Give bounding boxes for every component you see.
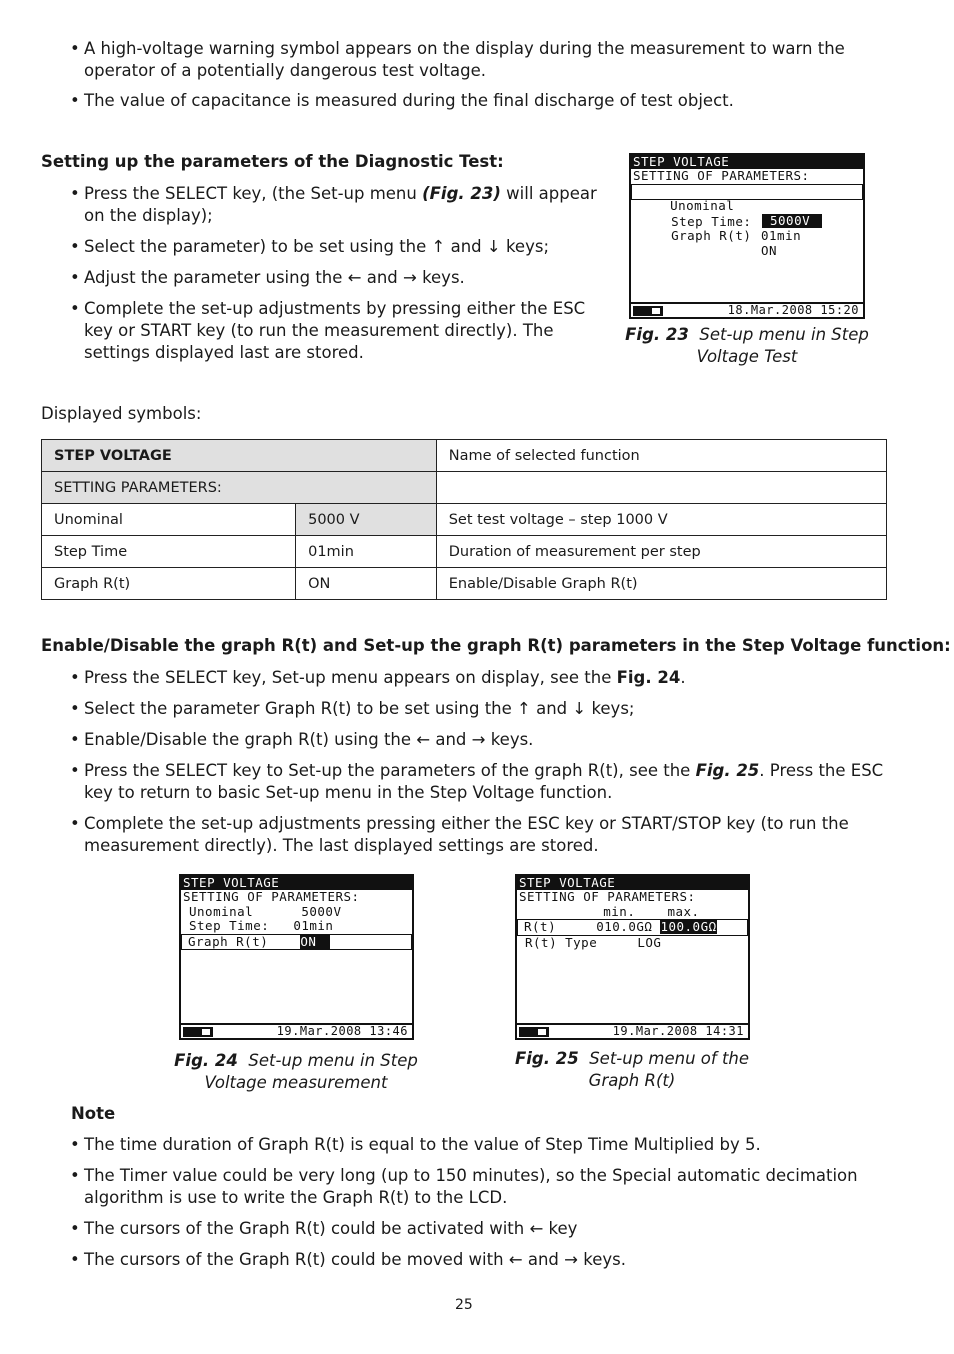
fig24-row-graph bbox=[181, 934, 412, 951]
fig24-row-graph-label: Graph R(t) bbox=[188, 933, 301, 949]
fig23-row-label: Step Time: bbox=[671, 213, 752, 229]
note-heading: Note bbox=[71, 1104, 116, 1123]
fig23-subtitle: SETTING OF PARAMETERS: bbox=[633, 168, 810, 183]
table-cell: Unominal bbox=[42, 504, 296, 536]
battery-icon bbox=[519, 1027, 549, 1037]
table-row bbox=[42, 504, 887, 536]
fig24-status-footer bbox=[181, 1023, 412, 1038]
graph-bullet-3-text: Enable/Disable the graph R(t) using the ← and → keys. bbox=[84, 730, 534, 749]
graph-bullet-1: • Press the SELECT key, Set-up menu appears on display, see the Fig. 24. bbox=[70, 668, 686, 687]
fig24-row-steptime: Step Time: 01min bbox=[189, 918, 334, 933]
fig24-ref: Fig. 24 bbox=[616, 668, 681, 687]
fig23-row-label: Graph R(t) bbox=[671, 228, 752, 243]
fig23-caption-num: Fig. 23 bbox=[625, 325, 689, 344]
graph-bullet-4-pre: Press the SELECT key to Set-up the parameters of the graph R(t), see the bbox=[84, 761, 696, 780]
fig24-row-graph-value: ON bbox=[300, 934, 330, 949]
intro-bullet-2: • The value of capacitance is measured during the final discharge of test object. bbox=[70, 90, 885, 112]
fig25-lcd-screen bbox=[515, 874, 750, 1040]
table-cell: Name of selected function bbox=[436, 440, 886, 472]
intro-bullet-2-text: The value of capacitance is measured during the final discharge of test object. bbox=[84, 91, 734, 110]
fig23-lcd-screen bbox=[629, 153, 865, 319]
fig24-caption bbox=[168, 1050, 424, 1094]
fig23-ref: (Fig. 23) bbox=[422, 184, 501, 203]
fig25-caption bbox=[507, 1048, 757, 1092]
fig23-row-value: ON bbox=[761, 242, 778, 258]
table-cell: STEP VOLTAGE bbox=[42, 440, 437, 472]
note-bullet-3: • The cursors of the Graph R(t) could be activated with ← key bbox=[70, 1218, 885, 1240]
graph-bullet-1-post: . bbox=[680, 668, 686, 687]
fig25-row-rt-type: R(t) Type LOG bbox=[525, 934, 662, 950]
graph-bullet-1-pre: Press the SELECT key, Set-up menu appears on display, see the bbox=[84, 668, 617, 687]
fig25-row-rt-label: R(t) 010.0GΩ bbox=[524, 919, 661, 934]
battery-icon bbox=[633, 306, 663, 316]
fig25-subtitle: SETTING OF PARAMETERS: bbox=[519, 889, 696, 904]
table-row bbox=[42, 536, 887, 568]
fig25-status-footer bbox=[517, 1023, 748, 1038]
table-row bbox=[42, 568, 887, 600]
fig25-title-bar: STEP VOLTAGE bbox=[517, 876, 748, 890]
fig24-caption-num: Fig. 24 bbox=[174, 1051, 238, 1070]
table-row bbox=[42, 472, 887, 504]
graph-bullet-4-post: . Press the ESC key to return to basic Set-up menu in the Step Voltage function. bbox=[84, 761, 884, 802]
fig24-subtitle: SETTING OF PARAMETERS: bbox=[183, 889, 360, 904]
table-cell: 5000 V bbox=[296, 504, 437, 536]
fig25-header-row: min. max. bbox=[523, 903, 700, 919]
symbols-table bbox=[41, 439, 887, 600]
note-bullet-2: • The Timer value could be very long (up to 150 minutes), so the Special automatic decimation algorithm is use to write the Graph R(t) to the LCD. bbox=[70, 1165, 885, 1209]
displayed-symbols-label: Displayed symbols: bbox=[41, 404, 202, 423]
setup-bullet-1: • Press the SELECT key, (the Set-up menu (Fig. 23) will appear on the display); bbox=[70, 184, 597, 225]
table-cell: Duration of measurement per step bbox=[436, 536, 886, 568]
fig25-caption-text: Set-up menu of the Graph R(t) bbox=[588, 1049, 750, 1090]
setup-bullet-3-text: Adjust the parameter using the ← and → keys. bbox=[84, 268, 465, 287]
table-row bbox=[42, 440, 887, 472]
page-number: 25 bbox=[455, 1297, 473, 1313]
table-cell: SETTING PARAMETERS: bbox=[42, 472, 437, 504]
fig25-datetime: 19.Mar.2008 14:31 bbox=[612, 1024, 744, 1038]
setup-bullet-4: • Complete the set-up adjustments by pressing either the ESC key or START key (to run the measurement directly). The settings displayed last are stored. bbox=[70, 298, 600, 364]
table-cell bbox=[436, 472, 886, 504]
fig23-caption-text: Set-up menu in Step Voltage Test bbox=[696, 325, 869, 366]
table-cell: ON bbox=[296, 568, 437, 600]
intro-bullet-1-text: A high-voltage warning symbol appears on the display during the measurement to warn the operator of a potentially dangerous test voltage. bbox=[84, 39, 845, 80]
fig23-caption bbox=[622, 324, 872, 368]
table-cell: Enable/Disable Graph R(t) bbox=[436, 568, 886, 600]
setup-bullet-4-text: Complete the set-up adjustments by pressing either the ESC key or START key (to run the measurement directly). The settings displayed last are stored. bbox=[84, 299, 586, 362]
fig24-row-unominal: Unominal 5000V bbox=[189, 903, 342, 919]
fig25-row-rt bbox=[517, 919, 748, 936]
table-cell: Graph R(t) bbox=[42, 568, 296, 600]
graph-section-heading: Enable/Disable the graph R(t) and Set-up the graph R(t) parameters in the Step Voltage function: bbox=[41, 636, 951, 655]
note-bullet-1-text: The time duration of Graph R(t) is equal to the value of Step Time Multiplied by 5. bbox=[84, 1135, 761, 1154]
setup-bullet-2: • Select the parameter) to be set using the ↑ and ↓ keys; bbox=[70, 236, 600, 258]
fig25-caption-num: Fig. 25 bbox=[514, 1049, 579, 1068]
note-bullet-1: • The time duration of Graph R(t) is equal to the value of Step Time Multiplied by 5. bbox=[70, 1134, 885, 1156]
fig23-datetime: 18.Mar.2008 15:20 bbox=[727, 303, 859, 317]
note-bullet-4: • The cursors of the Graph R(t) could be moved with ← and → keys. bbox=[70, 1249, 885, 1271]
setup-bullet-3: • Adjust the parameter using the ← and → keys. bbox=[70, 267, 600, 289]
setup-bullet-1-post: will appear on the display); bbox=[84, 184, 597, 225]
fig24-datetime: 19.Mar.2008 13:46 bbox=[276, 1024, 408, 1038]
setup-bullet-2-text: Select the parameter) to be set using the ↑ and ↓ keys; bbox=[84, 237, 550, 256]
table-cell: 01min bbox=[296, 536, 437, 568]
battery-icon bbox=[183, 1027, 213, 1037]
note-bullet-3-text: The cursors of the Graph R(t) could be activated with ← key bbox=[84, 1219, 578, 1238]
fig23-row-value: 01min bbox=[761, 228, 802, 243]
graph-bullet-5-text: Complete the set-up adjustments pressing either the ESC key or START/STOP key (to run the measurement directly). The last displayed settings are stored. bbox=[84, 814, 849, 855]
graph-bullet-2-text: Select the parameter Graph R(t) to be set using the ↑ and ↓ keys; bbox=[84, 699, 635, 718]
graph-bullet-2: • Select the parameter Graph R(t) to be set using the ↑ and ↓ keys; bbox=[70, 698, 885, 720]
fig25-ref: Fig. 25 bbox=[695, 761, 760, 780]
graph-bullet-4: • Press the SELECT key to Set-up the parameters of the graph R(t), see the Fig. 25. Press the ESC key to return to basic Set-up menu in the Step Voltage function. bbox=[70, 761, 884, 802]
fig23-row-label: Unominal bbox=[670, 198, 735, 213]
graph-bullet-3: • Enable/Disable the graph R(t) using the ← and → keys. bbox=[70, 729, 885, 751]
note-bullet-2-text: The Timer value could be very long (up to 150 minutes), so the Special automatic decimation algorithm is use to write the Graph R(t) to the LCD. bbox=[84, 1166, 858, 1207]
setup-bullet-1-pre: Press the SELECT key, (the Set-up menu bbox=[84, 184, 423, 203]
graph-bullet-5: • Complete the set-up adjustments pressing either the ESC key or START/STOP key (to run the measurement directly). The last displayed settings are stored. bbox=[70, 813, 885, 857]
fig24-caption-text: Set-up menu in Step Voltage measurement bbox=[204, 1051, 418, 1092]
fig23-row-value: 5000V bbox=[762, 214, 822, 229]
fig24-lcd-screen bbox=[179, 874, 414, 1040]
table-cell: Set test voltage – step 1000 V bbox=[436, 504, 886, 536]
intro-bullet-1: • A high-voltage warning symbol appears on the display during the measurement to warn the operator of a potentially dangerous test voltage. bbox=[70, 38, 885, 82]
fig23-status-footer bbox=[631, 302, 863, 317]
fig23-title-bar: STEP VOLTAGE bbox=[631, 155, 863, 169]
note-bullet-4-text: The cursors of the Graph R(t) could be moved with ← and → keys. bbox=[84, 1250, 626, 1269]
fig25-row-rt-value: 100.0GΩ bbox=[660, 919, 717, 934]
fig24-title-bar: STEP VOLTAGE bbox=[181, 876, 412, 890]
table-cell: Step Time bbox=[42, 536, 296, 568]
setup-heading: Setting up the parameters of the Diagnostic Test: bbox=[41, 152, 504, 171]
